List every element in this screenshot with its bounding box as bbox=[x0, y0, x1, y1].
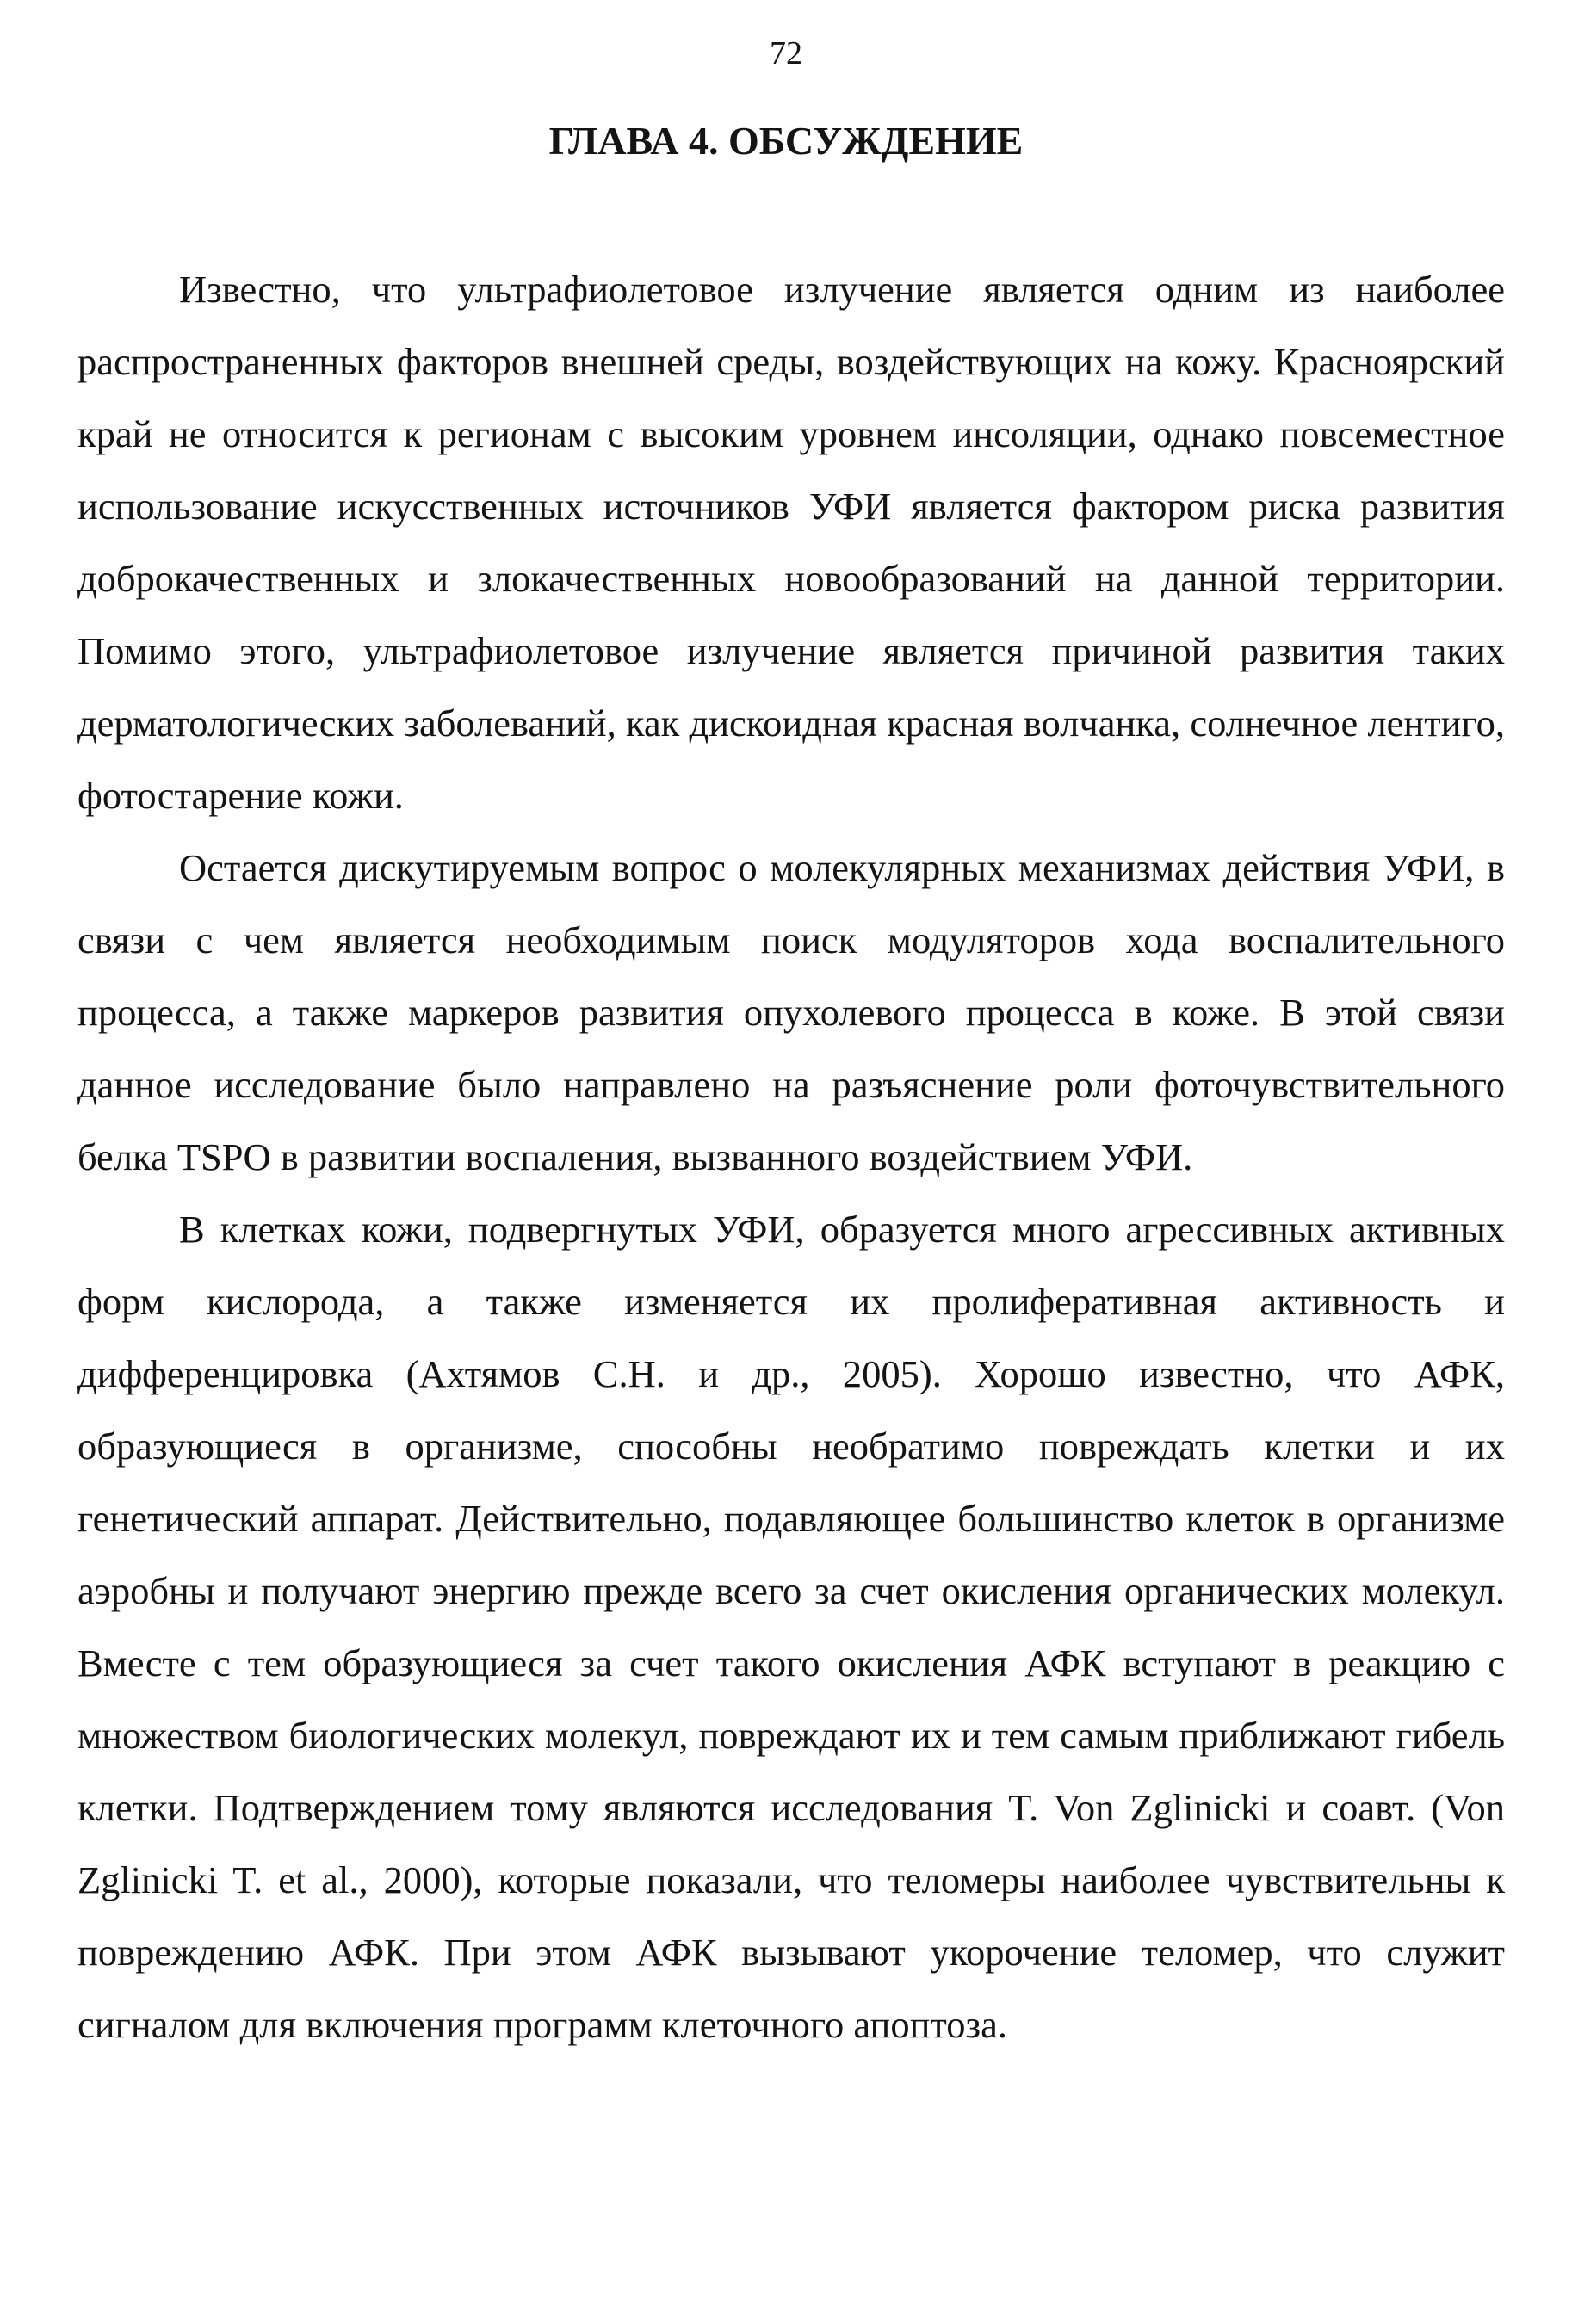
body-text bbox=[77, 253, 1505, 2061]
chapter-title: ГЛАВА 4. ОБСУЖДЕНИЕ bbox=[548, 119, 1024, 163]
paragraph-ros: В клетках кожи, подвергнутых УФИ, образуется много агрессивных активных форм кислорода, а также изменяется их пролиферативная активность и дифференцировка (Ахтямов С.Н. и др., 2005). Хорошо известно, что АФК, образующиеся в организме, способны необратимо повреждать клетки и их генетический аппарат. Действительно, подавляющее большинство клеток в организме аэробны и получают энергию прежде всего за счет окисления органических молекул. Вместе с тем образующиеся за счет такого окисления АФК вступают в реакцию с множеством биологических молекул, повреждают их и тем самым приближают гибель клетки. Подтверждением тому являются исследования T. Von Zglinicki и соавт. (Von Zglinicki T. et al., 2000), которые показали, что теломеры наиболее чувствительны к повреждению АФК. При этом АФК вызывают укорочение теломер, что служит сигналом для включения программ клеточного апоптоза. bbox=[77, 1208, 1505, 2046]
paragraph-intro: Известно, что ультрафиолетовое излучение является одним из наиболее распространенных факторов внешней среды, воздействующих на кожу. Красноярский край не относится к регионам с высоким уровнем инсоляции, однако повсеместное использование искусственных источников УФИ является фактором риска развития доброкачественных и злокачественных новообразований на данной территории. Помимо этого, ультрафиолетовое излучение является причиной развития таких дерматологических заболеваний, как дискоидная красная волчанка, солнечное лентиго, фотостарение кожи. bbox=[77, 268, 1505, 817]
paragraph-mechanisms: Остается дискутируемым вопрос о молекулярных механизмах действия УФИ, в связи с чем является необходимым поиск модуляторов хода воспалительного процесса, а также маркеров развития опухолевого процесса в коже. В этой связи данное исследование было направлено на разъяснение роли фоточувствительного белка TSPO в развитии воспаления, вызванного воздействием УФИ. bbox=[77, 846, 1505, 1178]
page-number: 72 bbox=[770, 35, 802, 71]
